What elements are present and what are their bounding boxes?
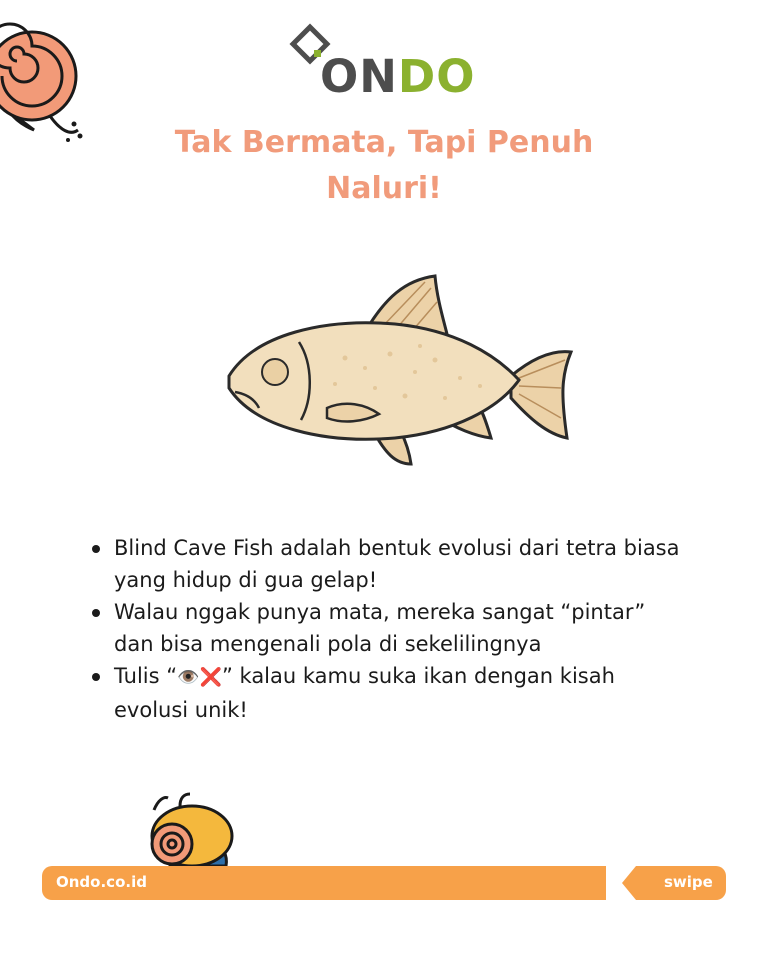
brand-name-part2: DO [397, 50, 476, 103]
swipe-button[interactable]: swipe [664, 873, 713, 891]
bullet-item-2: Walau nggak punya mata, mereka sangat “pintar” dan bisa mengenali pola di sekelilingnya [88, 596, 688, 660]
cross-emoji-icon: ❌ [199, 667, 222, 688]
eye-emoji-icon: 👁️ [177, 667, 200, 688]
snail-icon [0, 12, 90, 144]
bullet-list [88, 532, 688, 726]
title-line-1: Tak Bermata, Tapi Penuh [174, 125, 594, 160]
brand-name-part1: ON [320, 50, 398, 103]
blind-cave-fish-illustration [215, 268, 585, 473]
bullet-item-3 [88, 660, 688, 726]
title-line-2: Naluri! [326, 171, 442, 206]
bullet-item-1: Blind Cave Fish adalah bentuk evolusi dari tetra biasa yang hidup di gua gelap! [88, 532, 688, 596]
page-title [150, 120, 618, 212]
snail-icon [140, 790, 240, 870]
bullet3-prefix: Tulis “ [114, 664, 178, 688]
brand-logo-wordmark [320, 50, 476, 103]
bullet3-suffix: ” kalau kamu suka ikan dengan kisah evolusi unik! [114, 664, 615, 722]
website-link[interactable]: Ondo.co.id [56, 873, 147, 891]
